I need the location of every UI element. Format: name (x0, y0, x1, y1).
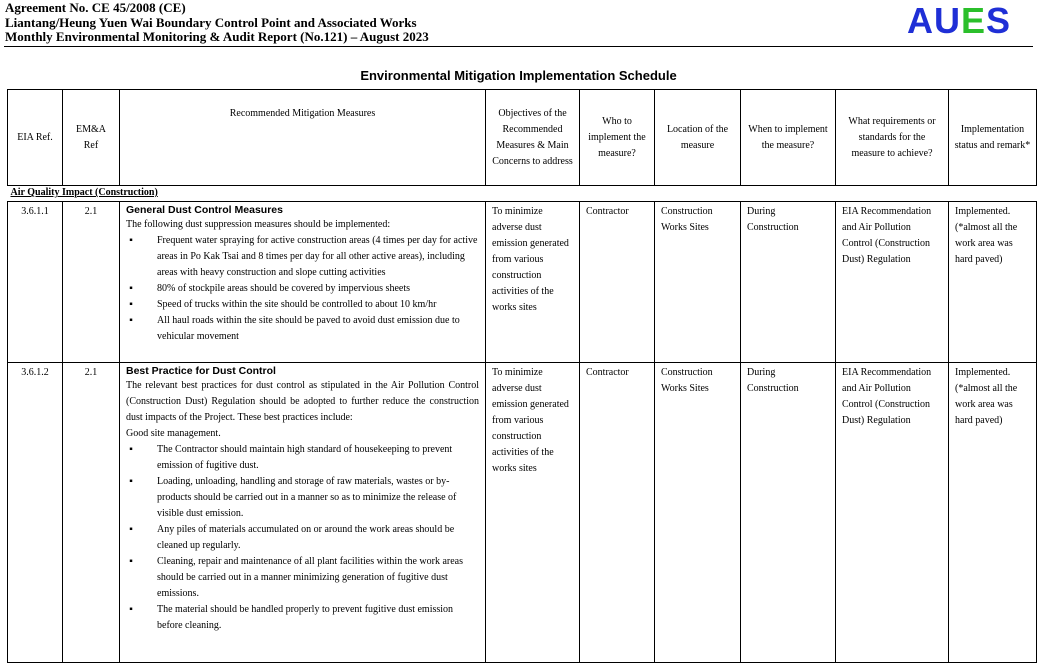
list-item: ▪ Loading, unloading, handling and storage of raw materials, wastes or by-products should be carried out in a manner so as to minimize the release of visible dust emission. (129, 476, 457, 519)
table-row (8, 202, 1037, 363)
list-item: ▪ Frequent water spraying for active construction areas (4 times per day for active areas in Po Kak Tsai and 8 times per day for all other active areas), including areas with heavy construction and slope cutting activities (129, 235, 478, 278)
list-item: ▪ Cleaning, repair and maintenance of all plant facilities within the work areas should be carried out in a manner minimizing generation of fugitive dust emissions. (129, 556, 463, 599)
status-cell: Implemented. (*almost all the work area was hard paved) (949, 202, 1037, 363)
list-item: ▪ Speed of trucks within the site should be controlled to about 10 km/hr (129, 299, 437, 310)
list-item: ▪ 80% of stockpile areas should be covered by impervious sheets (129, 283, 410, 294)
location-cell: Construction Works Sites (655, 363, 741, 663)
col-header-eia-ref: EIA Ref. (8, 90, 63, 186)
measure-subheading: Good site management. (126, 428, 221, 439)
measures-cell (120, 202, 486, 363)
col-header-status: Implementation status and remark* (949, 90, 1037, 186)
status-cell: Implemented. (*almost all the work area was hard paved) (949, 363, 1037, 663)
list-item: ▪ Any piles of materials accumulated on or around the work areas should be cleaned up regularly. (129, 524, 455, 551)
location-cell: Construction Works Sites (655, 202, 741, 363)
col-header-location: Location of the measure (655, 90, 741, 186)
agreement-number: Agreement No. CE 45/2008 (CE) (5, 0, 186, 15)
project-title: Liantang/Heung Yuen Wai Boundary Control Point and Associated Works (5, 14, 417, 30)
measure-intro: The following dust suppression measures should be implemented: (126, 219, 391, 230)
col-header-emna-ref: EM&A Ref (63, 90, 120, 186)
eia-ref-cell: 3.6.1.2 (8, 363, 63, 663)
when-cell: During Construction (741, 363, 836, 663)
emna-ref-cell: 2.1 (63, 363, 120, 663)
section-row (8, 186, 1037, 202)
schedule-title: Environmental Mitigation Implementation Schedule (360, 68, 677, 83)
who-cell: Contractor (580, 363, 655, 663)
col-header-who: Who to implement the measure? (580, 90, 655, 186)
header-divider (4, 46, 1033, 47)
objectives-cell: To minimize adverse dust emission generated from various construction activities of the works sites (486, 202, 580, 363)
section-title: Air Quality Impact (Construction) (8, 186, 1037, 202)
col-header-objectives: Objectives of the Recommended Measures & Main Concerns to address (486, 90, 580, 186)
when-cell: During Construction (741, 202, 836, 363)
emna-ref-cell: 2.1 (63, 202, 120, 363)
table-header-row (8, 90, 1037, 186)
measure-intro: The relevant best practices for dust control as stipulated in the Air Pollution Control (Construction Dust) Regulation should be adopted to further reduce the construction dust impacts of the Project. These best practices include: (126, 380, 479, 423)
report-title: Monthly Environmental Monitoring & Audit Report (No.121) – August 2023 (5, 29, 429, 44)
list-item: ▪ The material should be handled properly to prevent fugitive dust emission before cleaning. (129, 604, 454, 631)
measure-title: Best Practice for Dust Control (126, 365, 276, 377)
measures-cell (120, 363, 486, 663)
table-row (8, 363, 1037, 663)
col-header-requirements: What requirements or standards for the measure to achieve? (836, 90, 949, 186)
list-item: ▪ The Contractor should maintain high standard of housekeeping to prevent emission of fugitive dust. (129, 444, 453, 471)
who-cell: Contractor (580, 202, 655, 363)
requirements-cell: EIA Recommendation and Air Pollution Control (Construction Dust) Regulation (836, 202, 949, 363)
measure-title: General Dust Control Measures (126, 204, 283, 216)
report-header (5, 1, 429, 45)
list-item: ▪ All haul roads within the site should be paved to avoid dust emission due to vehicular movement (129, 315, 460, 342)
aues-logo: AUES (906, 0, 1011, 41)
objectives-cell: To minimize adverse dust emission generated from various construction activities of the works sites (486, 363, 580, 663)
col-header-when: When to implement the measure? (741, 90, 836, 186)
requirements-cell: EIA Recommendation and Air Pollution Control (Construction Dust) Regulation (836, 363, 949, 663)
col-header-measures: Recommended Mitigation Measures (120, 90, 486, 186)
eia-ref-cell: 3.6.1.1 (8, 202, 63, 363)
mitigation-schedule-table (7, 89, 1037, 663)
